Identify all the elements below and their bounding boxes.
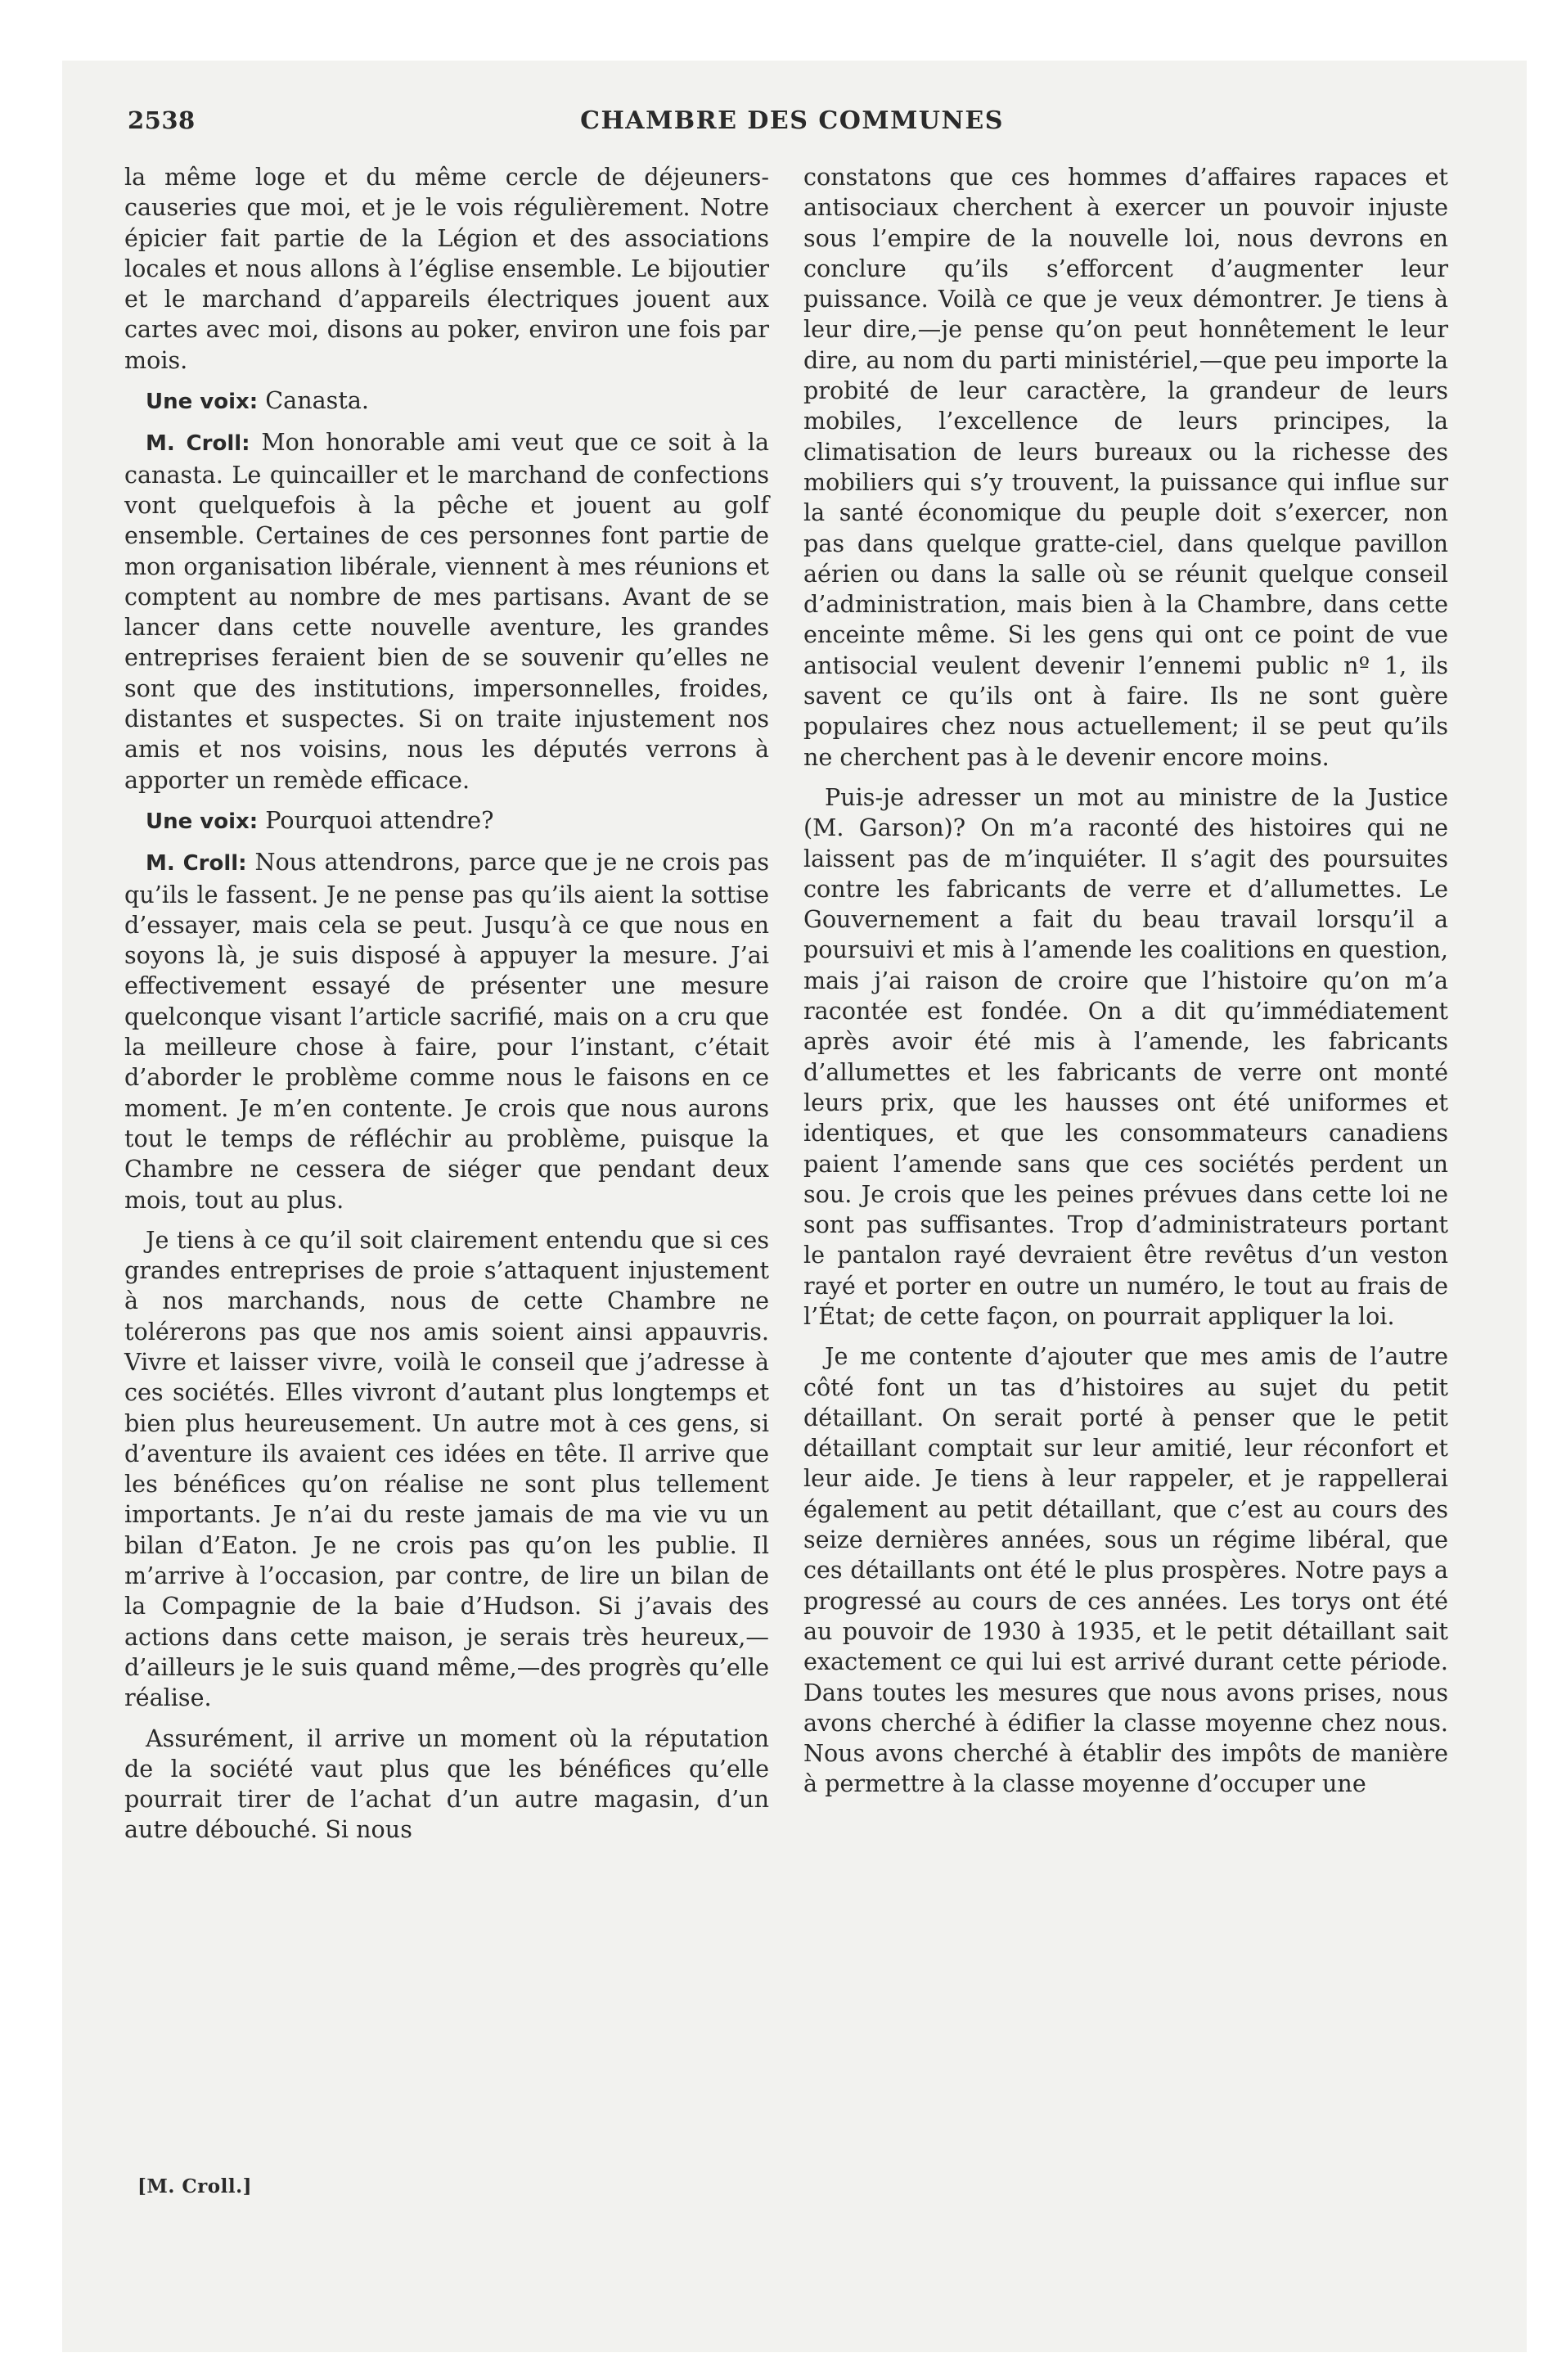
paragraph: la même loge et du même cercle de déjeuners-causeries que moi, et je le vois régulièrement. Notre épicier fait partie de la Légion et des associations locales et nous allons à l’église ensemble. Le bijoutier et le marchand d’appareils électriques jouent aux cartes avec moi, disons au poker, environ une fois par mois. (124, 163, 769, 374)
running-title: CHAMBRE DES COMMUNES (580, 106, 1004, 135)
right-column (803, 162, 1448, 2257)
paragraph: Je me contente d’ajouter que mes amis de l’autre côté font un tas d’histoires au sujet du petit détaillant. On serait porté à penser que le petit détaillant comptait sur leur amitié, leur réconfort et leur aide. Je tiens à leur rappeler, et je rappellerai également au petit détaillant, que c’est au cours des seize dernières années, sous un régime libéral, que ces détaillants ont été le plus prospères. Notre pays a progressé au cours de ces années. Les torys ont été au pouvoir de 1930 à 1935, et le petit détaillant sait exactement ce qui lui est arrivé durant cette période. Dans toutes les mesures que nous avons prises, nous avons cherché à édifier la classe moyenne chez nous. Nous avons cherché à établir des impôts de manière à permettre à la classe moyenne d’occuper une (803, 1342, 1448, 1798)
speaker-label: M. Croll: (146, 851, 247, 877)
speaker-label: Une voix: (146, 390, 259, 415)
speech-text: Mon honorable ami veut que ce soit à la canasta. Le quincailler et le marchand de confections vont quelquefois à la pêche et jouent au golf ensemble. Certaines de ces personnes font partie de mon organisation libérale, viennent à mes réunions et comptent au nombre de mes partisans. Avant de se lancer dans cette nouvelle aventure, les grandes entreprises feraient bien de se souvenir qu’elles ne sont que des institutions, impersonnelles, froides, distantes et suspectes. Si on traite injustement nos amis et nos voisins, nous les députés verrons à apporter un remède efficace. (124, 428, 769, 794)
speech-text: Nous attendrons, parce que je ne crois pas qu’ils le fassent. Je ne pense pas qu’ils aient la sottise d’essayer, mais cela se peut. Jusqu’à ce que nous en soyons là, je suis disposé à appuyer la mesure. J’ai effectivement essayé de présenter une mesure quelconque visant l’article sacrifié, mais on a cru que la meilleure chose à faire, pour l’instant, c’était d’aborder le problème comme nous le faisons en ce moment. Je m’en contente. Je crois que nous aurons tout le temps de réfléchir au problème, puisque la Chambre ne cessera de siéger que pendant deux mois, tout au plus. (124, 848, 770, 1214)
speech-paragraph (124, 847, 769, 1215)
page-number: 2538 (128, 106, 196, 134)
left-column (124, 162, 769, 2257)
interjection-paragraph (124, 805, 769, 837)
speaker-footnote: [M. Croll.] (137, 2175, 252, 2197)
speech-text: Canasta. (258, 386, 369, 415)
paragraph: Assurément, il arrive un moment où la réputation de la société vaut plus que les bénéfices qu’elle pourrait tirer de l’achat d’un autre magasin, d’un autre débouché. Si nous (124, 1724, 769, 1844)
speech-text: Pourquoi attendre? (258, 805, 494, 834)
speech-paragraph (124, 427, 769, 796)
speaker-label: M. Croll: (146, 431, 250, 457)
paragraph: Puis-je adresser un mot au ministre de la Justice (M. Garson)? On m’a raconté des histoires qui ne laissent pas de m’inquiéter. Il s’agit des poursuites contre les fabricants de verre et d’allumettes. Le Gouvernement a fait du beau travail lorsqu’il a poursuivi et mis à l’amende les coalitions en question, mais j’ai raison de croire que l’histoire qu’on m’a racontée est fondée. On a dit qu’immédiatement après avoir été mis à l’amende, les fabricants d’allumettes et les fabricants de verre ont monté leurs prix, que les hausses ont été uniformes et identiques, et que les consommateurs canadiens paient l’amende sans que ces sociétés perdent un sou. Je crois que les peines prévues dans cette loi ne sont pas suffisantes. Trop d’administrateurs portant le pantalon rayé devraient être revêtus d’un veston rayé et porter en outre un numéro, le tout au frais de l’État; de cette façon, on pourrait appliquer la loi. (803, 782, 1448, 1330)
interjection-paragraph (124, 385, 769, 417)
paragraph: constatons que ces hommes d’affaires rapaces et antisociaux cherchent à exercer un pouvoir injuste sous l’empire de la nouvelle loi, nous devrons en conclure qu’ils s’efforcent d’augmenter leur puissance. Voilà ce que je veux démontrer. Je tiens à leur dire,—je pense qu’on peut honnêtement le leur dire, au nom du parti ministériel,—que peu importe la probité de leur caractère, la grandeur de leurs mobiles, l’excellence de leurs principes, la climatisation de leurs bureaux ou la richesse des mobiliers qui s’y trouvent, la puissance qui influe sur la santé économique du peuple doit s’exercer, non pas dans quelque gratte-ciel, dans quelque pavillon aérien ou dans la salle où se réunit quelque conseil d’administration, mais bien à la Chambre, dans cette enceinte même. Si les gens qui ont ce point de vue antisocial veulent devenir l’ennemi public nº 1, ils savent ce qu’ils ont à faire. Ils ne sont guère populaires chez nous actuellement; il se peut qu’ils ne cherchent pas à le devenir encore moins. (803, 163, 1448, 771)
paragraph: Je tiens à ce qu’il soit clairement entendu que si ces grandes entreprises de proie s’attaquent injustement à nos marchands, nous de cette Chambre ne tolérerons pas que nos amis soient ainsi appauvris. Vivre et laisser vivre, voilà le conseil que j’adresse à ces sociétés. Elles vivront d’autant plus longtemps et bien plus heureusement. Un autre mot à ces gens, si d’aventure ils avaient ces idées en tête. Il arrive que les bénéfices qu’on réalise ne sont plus tellement importants. Je n’ai du reste jamais de ma vie vu un bilan d’Eaton. Je ne crois pas qu’on les publie. Il m’arrive à l’occasion, par contre, de lire un bilan de la Compagnie de la baie d’Hudson. Si j’avais des actions dans cette maison, je serais très heureux,—d’ailleurs je le suis quand même,—des progrès qu’elle réalise. (124, 1225, 769, 1712)
speaker-label: Une voix: (146, 809, 259, 834)
page-header (128, 106, 1456, 144)
